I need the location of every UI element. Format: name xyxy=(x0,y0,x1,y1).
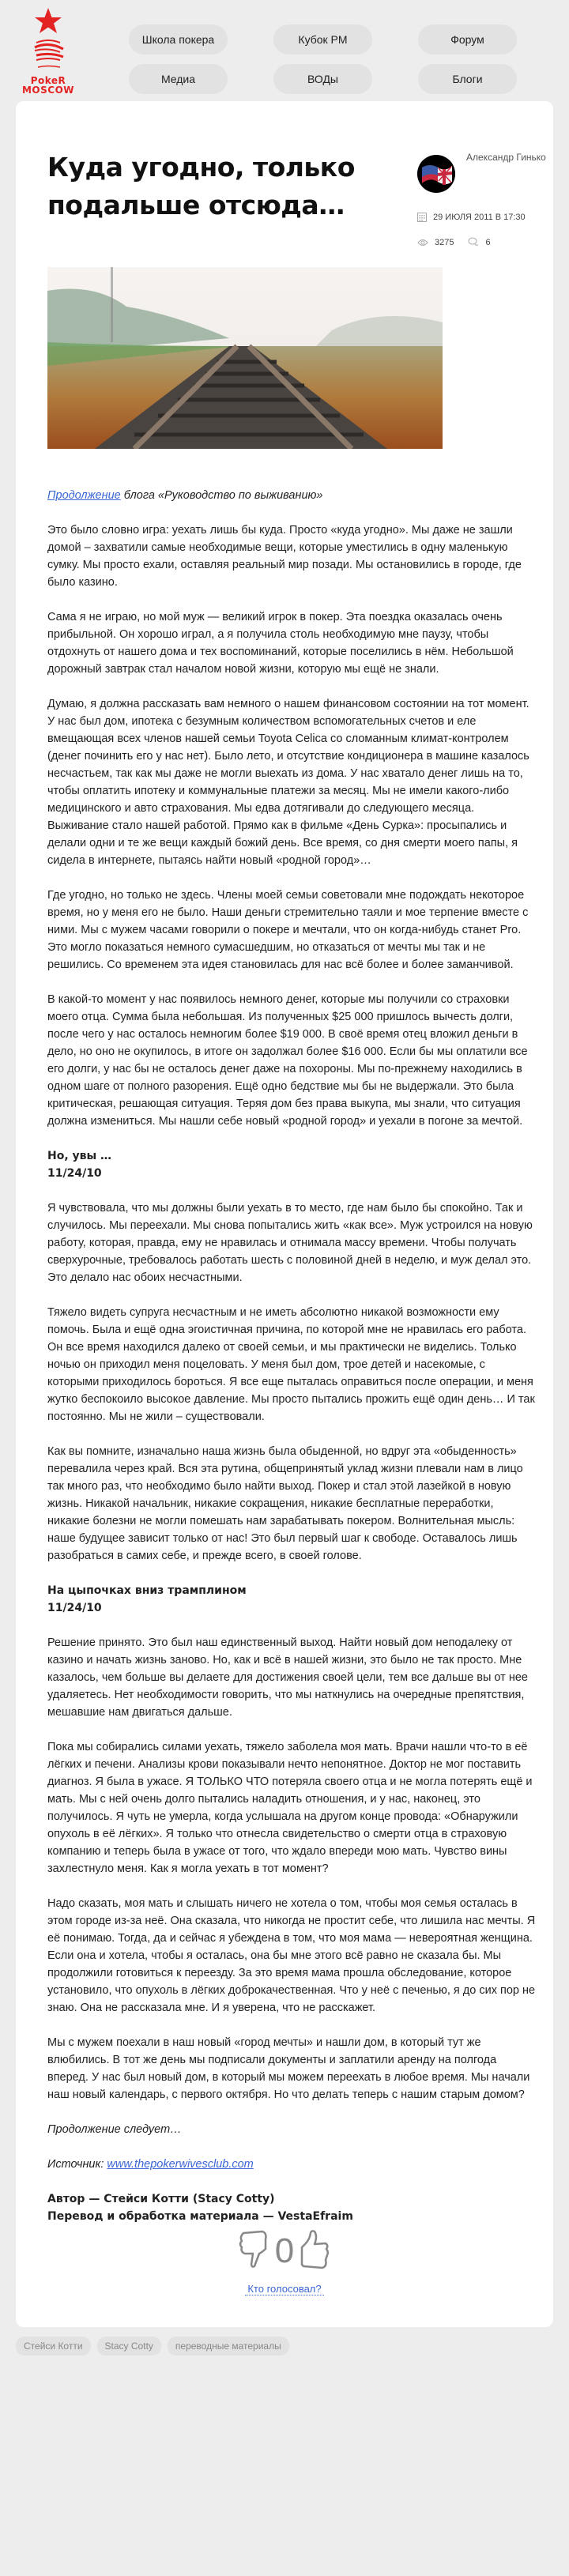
section-heading-date: 11/24/10 xyxy=(47,1602,102,1614)
paragraph: Как вы помните, изначально наша жизнь была обыденной, но вдруг эта «обыденность» перевалила через край. Вся эта рутина, общепринятый уклад жизни плевали нам в лицо так много раз, что необходимо было найти выход. Покер и стал этой лазейкой в новую жизнь. Никакой начальник, никакие сокращения, никакие бесплатные переработки, никакие болезни не могли помешать нам зарабатывать покером. Волнительная мысль: наше будущее зависит только от нас! Это был первый шаг к свободе. Оставалось лишь разобраться в самих себе, и прежде всего, в своей голове. xyxy=(47,1445,523,1562)
date-text: 29 ИЮЛЯ 2011 В 17:30 xyxy=(433,212,526,222)
paragraph: Решение принято. Это был наш единственный выход. Найти новый дом неподалеку от казино и начать жизнь заново. Но, как и всё в нашей жизни, это было не так просто. Мне казалось, чем больше вы делаете для достижения своей цели, тем все дальше вы от нее удаляетесь. Нет необходимости говорить, что мы наткнулись на очередные препятствия, мешавшие нам двигаться дальше. xyxy=(47,1636,528,1719)
source-line xyxy=(47,2156,537,2173)
article-header xyxy=(47,141,546,330)
tag-stacy-cotty-en[interactable]: Stacy Cotty xyxy=(97,2337,161,2356)
source-link[interactable]: www.thepokerwivesclub.com xyxy=(107,2158,254,2171)
thumbs-up-icon xyxy=(299,2230,330,2269)
author-name-link[interactable]: Александр Гинько xyxy=(466,152,546,163)
comments-icon[interactable] xyxy=(468,237,479,247)
paragraph: Надо сказать, моя мать и слышать ничего не хотела о том, чтобы моя семья осталась в этом городе из-за неё. Она сказала, что никогда не простит себе, что лишила нас мечты. Я её понимаю. Тогда, да и сейчас я убеждена в том, что моя мама — невероятная женщина. Если она и хотела, чтобы я осталась, она бы мне этого всё равно не сказала бы. Мы продолжили готовиться к переезду. За это время мама прошла обследование, которое установило, что опухоль в лёгких доброкачественная. Что у неё с печенью, я до сих пор не знаю. Она не рассказала мне. И я уверена, что не расскажет. xyxy=(47,1897,536,2014)
section-heading xyxy=(47,1582,537,1617)
paragraph: Где угодно, но только не здесь. Члены моей семьи советовали мне подождать некоторое время, но у меня его не было. Наши деньги стремительно таяли и мое терпение вместе с ними. Мы с мужем часами говорили о покере и мечтали, что он когда-нибудь станет Pro. Это могло показаться немного сумасшедшим, но отказаться от мечты мы так и не решились. Со временем эта идея становилась для нас всё более и более заманчивой. xyxy=(47,889,529,971)
section-heading xyxy=(47,1147,537,1182)
flag-avatar-icon xyxy=(417,155,455,193)
paragraph: Пока мы собирались силами уехать, тяжело заболела моя мать. Врачи нашли что-то в её лёгких и печени. Анализы крови показывали нечто непонятное. Доктор не мог поставить диагноз. Я была в ужасе. Я ТОЛЬКО ЧТО потеряла своего отца и не могла потерять ещё и мать. Мы с ней очень долго пытались наладить отношения, и у нас, наконец, это получилось. Я чуть не умерла, когда услышала на другом конце провода: «Обнаружили опухоль в её лёгких». Я только что отнесла свидетельство о смерти отца в страховую компанию и теперь была в ужасе от того, что ждало впереди мою мать. Чувство вины захлестнуло меня. Как я могла уехать в тот момент? xyxy=(47,1741,533,1875)
views-count: 3275 xyxy=(435,237,454,247)
site-header xyxy=(0,0,569,101)
nav-poker-school[interactable]: Школа покера xyxy=(129,24,228,55)
section-heading-title: На цыпочках вниз трамплином xyxy=(47,1584,247,1597)
paragraph: Я чувствовала, что мы должны были уехать в то место, где нам было бы спокойно. Так и случилось. Мы переехали. Мы снова попытались жить «как все». Муж устроился на новую работу, которая, правда, ему не нравилась и отнимала массу времени. Чтобы получать сверхурочные, требовалось работать шесть с половиной дней в неделю, и муж делал это. Это делало нас обоих несчастными. xyxy=(47,1202,533,1284)
paragraph: Мы с мужем поехали в наш новый «город мечты» и нашли дом, в который тут же влюбились. В тот же день мы подписали документы и заплатили аренду на полгода вперед. У нас был новый дом, в который мы можем переехать в любое время. Мы начали наш новый календарь, с первого октября. Но что делать теперь с нашим старым домом? xyxy=(47,2036,530,2101)
nav-blogs[interactable]: Блоги xyxy=(418,64,517,94)
nav-forum[interactable]: Форум xyxy=(418,24,517,55)
section-heading-title: Но, увы … xyxy=(47,1150,112,1162)
paragraph: Думаю, я должна рассказать вам немного о нашем финансовом состоянии на тот момент. У нас был дом, ипотека с безумным количеством вспомогательных счетов и еле вмещающая всех членов нашей семьи Toyota Celica со сломанным климат-контролем (денег починить его у нас нет). Было лето, и отсутствие кондиционера в машине казалось несчастьем, так как мы даже не могли выехать из дома. У нас хватало денег лишь на то, чтобы оплатить ипотеку и коммунальные платежи за месяц. Мы не имели какого-либо медицинского и авто страхования. Мы едва дотягивали до следующего месяца. Выживание стало нашей работой. Прямо как в фильме «День Сурка»: просыпались и делали одни и те же вещи каждый божий день. Все время, со дня смерти моего папы, я сидела в интернете, пытаясь найти новый «родной город»… xyxy=(47,698,529,867)
publish-date xyxy=(417,212,526,222)
section-heading-date: 11/24/10 xyxy=(47,1167,102,1180)
poker-moscow-logo[interactable] xyxy=(21,6,76,98)
to-be-continued: Продолжение следует… xyxy=(47,2123,182,2136)
nav-media[interactable]: Медиа xyxy=(129,64,228,94)
thumbs-down-icon xyxy=(239,2230,270,2269)
source-label: Источник: xyxy=(47,2158,107,2171)
paragraph: Тяжело видеть супруга несчастным и не иметь абсолютно никакой возможности ему помочь. Была и ещё одна эгоистичная причина, по которой мне не нравилась его работа. Он все время находился далеко от своей семьи, и мы практически не виделись. Только ночью он приходил меня поцеловать. У меня был дом, трое детей и насекомые, с которыми приходилось бороться. Я все еще пыталась оправиться после операции, и меня жутко беспокоило высокое давление. Мы просто пытались прожить ещё один день… И так постоянно. Мы не жили – существовали. xyxy=(47,1306,535,1423)
nav-vods[interactable]: ВОДы xyxy=(273,64,372,94)
intro-line xyxy=(47,487,537,504)
vote-down-button[interactable] xyxy=(239,2230,270,2272)
calendar-icon xyxy=(417,212,427,222)
intro-text: блога «Руководство по выживанию» xyxy=(120,489,323,502)
continuation-link[interactable]: Продолжение xyxy=(47,489,121,502)
star-chips-icon xyxy=(21,6,76,74)
logo-line2: MOSCOW xyxy=(21,85,75,96)
paragraph: Это было словно игра: уехать лишь бы куда. Просто «куда угодно». Мы даже не зашли домой – захватили самые необходимые вещи, которые уместились в одну маленькую сумку. Мы просто ехали, оставляя реальный мир позади. Мы остановились в городе, где было казино. xyxy=(47,524,522,589)
vote-up-button[interactable] xyxy=(299,2230,330,2272)
rating-count: 0 xyxy=(274,2231,295,2270)
article-card xyxy=(16,101,553,2327)
paragraph: В какой-то момент у нас появилось немного денег, которые мы получили со страховки моего отца. Сумма была небольшая. Из полученных $25 000 пришлось вычесть долги, после чего у нас осталось немногим более $19 000. В своё время отец вложил деньги в дело, но оно не окупилось, в итоге он задолжал более $16 000. Если бы мы оплатили все его долги, у нас бы не осталось денег даже на похороны. Мы по-прежнему находились в одном шаге от полного разорения. Ещё одно бедствие мы бы не выдержали. Это была критическая, решающая ситуация. Теряя дом без права выкупа, мы знали, что ситуация должна измениться. Мы нашли себе новый «родной город» и уехали в погоне за мечтой. xyxy=(47,993,528,1128)
credit-author: Автор — Стейси Котти (Stacy Cotty) xyxy=(47,2193,275,2205)
rating-widget xyxy=(47,2230,522,2272)
nav-pm-cup[interactable]: Кубок PM xyxy=(273,24,372,55)
eye-icon xyxy=(417,239,428,247)
credit-translation: Перевод и обработка материала — VestaEfraim xyxy=(47,2210,353,2223)
credits xyxy=(47,2190,537,2225)
logo-line1: PokeR xyxy=(30,75,66,86)
author-avatar[interactable] xyxy=(417,155,455,193)
tag-stacy-cotty-ru[interactable]: Стейси Котти xyxy=(16,2337,91,2356)
tag-translated-materials[interactable]: переводные материалы xyxy=(168,2337,289,2356)
article-title: Куда угодно, только подальше отсюда… xyxy=(47,152,355,220)
main-nav xyxy=(129,24,518,94)
who-voted-link[interactable]: Кто голосовал? xyxy=(245,2283,324,2295)
article-stats xyxy=(417,237,505,247)
tag-list xyxy=(16,2337,569,2379)
comments-count[interactable]: 6 xyxy=(485,237,491,247)
paragraph: Сама я не играю, но мой муж — великий игрок в покер. Эта поездка оказалась очень прибыльной. Он хорошо играл, а я получила столь необходимую мне паузу, чтобы отдохнуть от нашего дома и тех воспоминаний, которые поселились в нём. Небольшой дорожный завтрак стал началом новой жизни, которую мы ещё не знали. xyxy=(47,611,514,676)
article-body xyxy=(47,487,537,2225)
